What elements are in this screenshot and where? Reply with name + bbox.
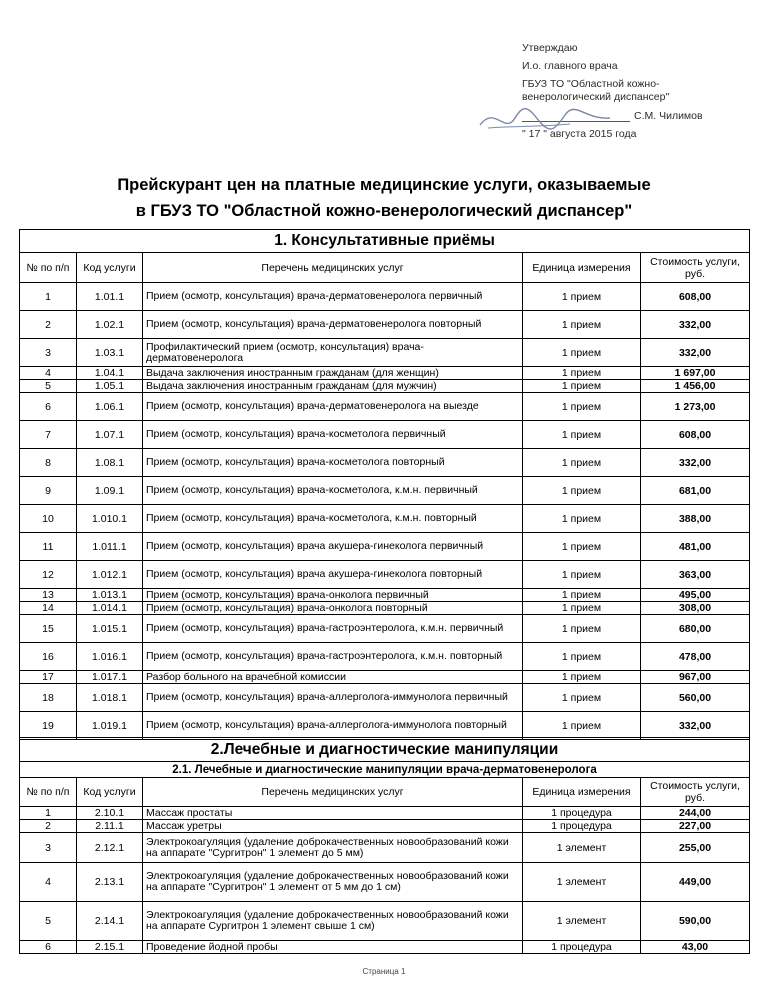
price: 43,00	[641, 941, 750, 954]
row-number: 1	[20, 807, 77, 820]
price: 332,00	[641, 311, 750, 339]
row-number: 6	[20, 941, 77, 954]
unit: 1 прием	[523, 367, 641, 380]
service-name: Массаж простаты	[143, 807, 523, 820]
service-code: 2.10.1	[77, 807, 143, 820]
service-code: 1.09.1	[77, 477, 143, 505]
table-row	[20, 643, 750, 671]
header-price: Стоимость услуги, руб.	[641, 778, 750, 807]
unit: 1 прием	[523, 283, 641, 311]
row-number: 5	[20, 902, 77, 941]
price: 388,00	[641, 505, 750, 533]
unit: 1 прием	[523, 712, 641, 740]
service-code: 2.11.1	[77, 820, 143, 833]
row-number: 5	[20, 380, 77, 393]
table-row	[20, 533, 750, 561]
table-row	[20, 863, 750, 902]
table-row	[20, 311, 750, 339]
price: 495,00	[641, 589, 750, 602]
approval-org: ГБУЗ ТО "Областной кожно-	[522, 78, 660, 90]
section-2-title: 2.Лечебные и диагностические манипуляции	[20, 738, 750, 762]
service-code: 1.08.1	[77, 449, 143, 477]
row-number: 4	[20, 367, 77, 380]
price: 227,00	[641, 820, 750, 833]
unit: 1 прием	[523, 589, 641, 602]
unit: 1 прием	[523, 477, 641, 505]
price: 308,00	[641, 602, 750, 615]
service-name: Электрокоагуляция (удаление доброкачественных новообразований кожи на аппарате "Сургитрон" 1 элемент до 5 мм)	[143, 833, 523, 863]
price: 560,00	[641, 684, 750, 712]
header-num: № по п/п	[20, 778, 77, 807]
price: 681,00	[641, 477, 750, 505]
service-code: 1.01.1	[77, 283, 143, 311]
service-name: Прием (осмотр, консультация) врача-гастроэнтеролога, к.м.н. повторный	[143, 643, 523, 671]
row-number: 3	[20, 833, 77, 863]
service-code: 1.014.1	[77, 602, 143, 615]
row-number: 11	[20, 533, 77, 561]
table-row	[20, 421, 750, 449]
approval-date: " 17 " августа 2015 года	[522, 128, 637, 140]
header-price: Стоимость услуги, руб.	[641, 253, 750, 283]
row-number: 16	[20, 643, 77, 671]
row-number: 14	[20, 602, 77, 615]
price: 608,00	[641, 421, 750, 449]
unit: 1 прием	[523, 339, 641, 367]
table-row	[20, 807, 750, 820]
row-number: 3	[20, 339, 77, 367]
service-name: Массаж уретры	[143, 820, 523, 833]
unit: 1 прием	[523, 643, 641, 671]
price: 967,00	[641, 671, 750, 684]
header-code: Код услуги	[77, 253, 143, 283]
unit: 1 прием	[523, 393, 641, 421]
manipulations-table	[19, 737, 750, 954]
service-name: Проведение йодной пробы	[143, 941, 523, 954]
row-number: 13	[20, 589, 77, 602]
table-row	[20, 602, 750, 615]
table-row	[20, 283, 750, 311]
title-line-1: Прейскурант цен на платные медицинские услуги, оказываемые	[117, 176, 651, 194]
unit: 1 прием	[523, 684, 641, 712]
handwritten-signature	[470, 100, 620, 140]
page-footer: Страница 1	[362, 967, 406, 976]
table-row	[20, 712, 750, 740]
unit: 1 элемент	[523, 863, 641, 902]
row-number: 17	[20, 671, 77, 684]
page-title	[0, 172, 768, 224]
approval-position: И.о. главного врача	[522, 60, 618, 72]
service-code: 1.05.1	[77, 380, 143, 393]
table-row	[20, 820, 750, 833]
price: 1 273,00	[641, 393, 750, 421]
header-name: Перечень медицинских услуг	[143, 253, 523, 283]
service-name: Прием (осмотр, консультация) врача акушера-гинеколога первичный	[143, 533, 523, 561]
service-name: Прием (осмотр, консультация) врача-дерматовенеролога первичный	[143, 283, 523, 311]
service-name: Профилактический прием (осмотр, консультация) врача-дерматовенеролога	[143, 339, 523, 367]
row-number: 8	[20, 449, 77, 477]
unit: 1 элемент	[523, 902, 641, 941]
row-number: 18	[20, 684, 77, 712]
service-name: Прием (осмотр, консультация) врача-косметолога, к.м.н. повторный	[143, 505, 523, 533]
header-num: № по п/п	[20, 253, 77, 283]
table-row	[20, 902, 750, 941]
section-1-title: 1. Консультативные приёмы	[20, 230, 750, 253]
service-code: 1.010.1	[77, 505, 143, 533]
unit: 1 прием	[523, 380, 641, 393]
price: 332,00	[641, 712, 750, 740]
service-code: 2.14.1	[77, 902, 143, 941]
header-unit: Единица измерения	[523, 253, 641, 283]
approval-org-cont: венерологический диспансер"	[522, 91, 670, 103]
price: 478,00	[641, 643, 750, 671]
service-name: Электрокоагуляция (удаление доброкачественных новообразований кожи на аппарате Сургитрон 1 элемент свыше 1 см)	[143, 902, 523, 941]
unit: 1 элемент	[523, 833, 641, 863]
price: 363,00	[641, 561, 750, 589]
price: 481,00	[641, 533, 750, 561]
unit: 1 прием	[523, 311, 641, 339]
service-name: Выдача заключения иностранным гражданам (для мужчин)	[143, 380, 523, 393]
table-row	[20, 684, 750, 712]
service-name: Прием (осмотр, консультация) врача-косметолога повторный	[143, 449, 523, 477]
table-row	[20, 589, 750, 602]
header-code: Код услуги	[77, 778, 143, 807]
table-row	[20, 339, 750, 367]
row-number: 1	[20, 283, 77, 311]
row-number: 9	[20, 477, 77, 505]
service-code: 2.15.1	[77, 941, 143, 954]
row-number: 4	[20, 863, 77, 902]
service-name: Прием (осмотр, консультация) врача-косметолога, к.м.н. первичный	[143, 477, 523, 505]
service-code: 1.019.1	[77, 712, 143, 740]
row-number: 2	[20, 311, 77, 339]
header-unit: Единица измерения	[523, 778, 641, 807]
service-code: 1.017.1	[77, 671, 143, 684]
service-name: Выдача заключения иностранным гражданам (для женщин)	[143, 367, 523, 380]
row-number: 6	[20, 393, 77, 421]
table-row	[20, 561, 750, 589]
price: 449,00	[641, 863, 750, 902]
table-row	[20, 941, 750, 954]
price: 608,00	[641, 283, 750, 311]
unit: 1 процедура	[523, 820, 641, 833]
service-name: Электрокоагуляция (удаление доброкачественных новообразований кожи на аппарате "Сургитрон" 1 элемент от 5 мм до 1 см)	[143, 863, 523, 902]
row-number: 2	[20, 820, 77, 833]
service-name: Прием (осмотр, консультация) врача-дерматовенеролога повторный	[143, 311, 523, 339]
approval-line: Утверждаю	[522, 42, 578, 54]
row-number: 7	[20, 421, 77, 449]
service-code: 1.015.1	[77, 615, 143, 643]
service-code: 1.04.1	[77, 367, 143, 380]
signer-name: С.М. Чилимов	[634, 110, 703, 122]
service-code: 1.02.1	[77, 311, 143, 339]
service-code: 1.016.1	[77, 643, 143, 671]
consultations-table	[19, 229, 750, 740]
price: 332,00	[641, 339, 750, 367]
header-name: Перечень медицинских услуг	[143, 778, 523, 807]
price: 255,00	[641, 833, 750, 863]
service-code: 1.03.1	[77, 339, 143, 367]
unit: 1 прием	[523, 421, 641, 449]
service-code: 2.12.1	[77, 833, 143, 863]
unit: 1 прием	[523, 602, 641, 615]
service-name: Прием (осмотр, консультация) врача-онколога первичный	[143, 589, 523, 602]
price: 244,00	[641, 807, 750, 820]
unit: 1 прием	[523, 615, 641, 643]
table-row	[20, 671, 750, 684]
price: 1 697,00	[641, 367, 750, 380]
title-line-2: в ГБУЗ ТО "Областной кожно-венерологический диспансер"	[135, 202, 633, 220]
service-name: Прием (осмотр, консультация) врача акушера-гинеколога повторный	[143, 561, 523, 589]
unit: 1 прием	[523, 533, 641, 561]
service-code: 2.13.1	[77, 863, 143, 902]
service-name: Прием (осмотр, консультация) врача-аллерголога-иммунолога первичный	[143, 684, 523, 712]
table-row	[20, 380, 750, 393]
service-code: 1.012.1	[77, 561, 143, 589]
unit: 1 процедура	[523, 807, 641, 820]
service-name: Прием (осмотр, консультация) врача-дерматовенеролога на выезде	[143, 393, 523, 421]
service-name: Разбор больного на врачебной комиссии	[143, 671, 523, 684]
service-name: Прием (осмотр, консультация) врача-гастроэнтеролога, к.м.н. первичный	[143, 615, 523, 643]
row-number: 10	[20, 505, 77, 533]
price: 590,00	[641, 902, 750, 941]
table-row	[20, 833, 750, 863]
service-name: Прием (осмотр, консультация) врача-аллерголога-иммунолога повторный	[143, 712, 523, 740]
price: 1 456,00	[641, 380, 750, 393]
unit: 1 процедура	[523, 941, 641, 954]
table-row	[20, 367, 750, 380]
service-name: Прием (осмотр, консультация) врача-онколога повторный	[143, 602, 523, 615]
service-code: 1.06.1	[77, 393, 143, 421]
row-number: 15	[20, 615, 77, 643]
table-row	[20, 505, 750, 533]
table-row	[20, 477, 750, 505]
unit: 1 прием	[523, 561, 641, 589]
table-row	[20, 393, 750, 421]
row-number: 19	[20, 712, 77, 740]
service-code: 1.018.1	[77, 684, 143, 712]
service-code: 1.013.1	[77, 589, 143, 602]
unit: 1 прием	[523, 449, 641, 477]
row-number: 12	[20, 561, 77, 589]
unit: 1 прием	[523, 505, 641, 533]
price: 680,00	[641, 615, 750, 643]
service-code: 1.011.1	[77, 533, 143, 561]
table-row	[20, 449, 750, 477]
service-name: Прием (осмотр, консультация) врача-косметолога первичный	[143, 421, 523, 449]
service-code: 1.07.1	[77, 421, 143, 449]
table-row	[20, 615, 750, 643]
section-2-subtitle: 2.1. Лечебные и диагностические манипуляции врача-дерматовенеролога	[20, 762, 750, 778]
price: 332,00	[641, 449, 750, 477]
unit: 1 прием	[523, 671, 641, 684]
